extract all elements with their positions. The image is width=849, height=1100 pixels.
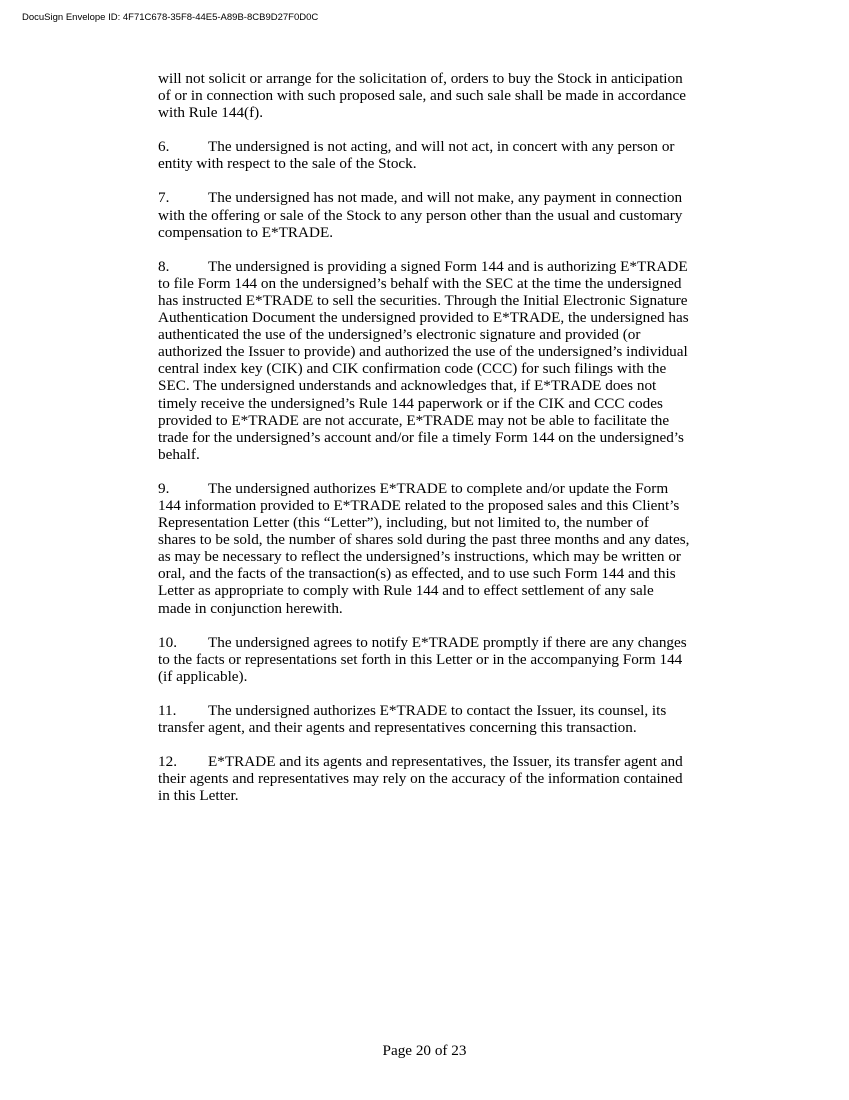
paragraph-text: The undersigned authorizes E*TRADE to complete and/or update the Form 144 information provided to E*TRADE related to the proposed sales and this Client’s Representation Letter (this “Letter”), including, but not limited to, the number of shares to be sold, the number of shares sold during the past three months and any dates, as may be necessary to reflect the undersigned’s instructions, which may be written or oral, and the facts of the transaction(s) as effected, and to use such Form 144 and this Letter as appropriate to comply with Rule 144 and to effect settlement of any sale made in conjunction herewith. bbox=[158, 479, 690, 617]
paragraph-number: 8. bbox=[158, 257, 170, 275]
paragraph-8 bbox=[158, 258, 690, 463]
paragraph-text: E*TRADE and its agents and representatives, the Issuer, its transfer agent and their agents and representatives may rely on the accuracy of the information contained in this Letter. bbox=[158, 753, 683, 805]
paragraph-number: 11. bbox=[158, 701, 177, 719]
paragraph-number: 7. bbox=[158, 189, 170, 207]
document-body bbox=[158, 70, 690, 821]
paragraph-6 bbox=[158, 138, 690, 172]
paragraph-12 bbox=[158, 753, 690, 804]
paragraph-text: The undersigned is providing a signed Form 144 and is authorizing E*TRADE to file Form 144 on the undersigned’s behalf with the SEC at the time the undersigned has instructed E*TRADE to sell the securities. Through the Initial Electronic Signature Authentication Document the undersigned provided to E*TRADE, the undersigned has authenticated the use of the undersigned’s electronic signature and provided (or authorized the Issuer to provide) and authorized the use of the undersigned’s individual central index key (CIK) and CIK confirmation code (CCC) for such filings with the SEC. The undersigned understands and acknowledges that, if E*TRADE does not timely receive the undersigned’s Rule 144 paperwork or if the CIK and CCC codes provided to E*TRADE are not accurate, E*TRADE may not be able to facilitate the trade for the undersigned’s account and/or file a timely Form 144 on the undersigned’s behalf. bbox=[158, 257, 689, 463]
docusign-envelope-id: DocuSign Envelope ID: 4F71C678-35F8-44E5-A89B-8CB9D27F0D0C bbox=[22, 12, 319, 23]
paragraph-7 bbox=[158, 189, 690, 240]
paragraph-text: The undersigned authorizes E*TRADE to contact the Issuer, its counsel, its transfer agent, and their agents and representatives concerning this transaction. bbox=[158, 701, 667, 736]
paragraph-text: The undersigned has not made, and will not make, any payment in connection with the offering or sale of the Stock to any person other than the usual and customary compensation to E*TRADE. bbox=[158, 189, 683, 241]
paragraph-number: 9. bbox=[158, 479, 170, 497]
paragraph-text: The undersigned agrees to notify E*TRADE promptly if there are any changes to the facts or representations set forth in this Letter or in the accompanying Form 144 (if applicable). bbox=[158, 633, 687, 685]
intro-paragraph: will not solicit or arrange for the solicitation of, orders to buy the Stock in anticipation of or in connection with such proposed sale, and such sale shall be made in accordance with Rule 144(f). bbox=[158, 70, 687, 122]
paragraph-9 bbox=[158, 480, 690, 617]
paragraph-10 bbox=[158, 634, 690, 685]
paragraph-number: 6. bbox=[158, 138, 170, 156]
paragraph-11 bbox=[158, 702, 690, 736]
paragraph-text: The undersigned is not acting, and will not act, in concert with any person or entity with respect to the sale of the Stock. bbox=[158, 138, 675, 173]
page-number: Page 20 of 23 bbox=[382, 1042, 467, 1059]
paragraph-number: 10. bbox=[158, 633, 177, 651]
paragraph-number: 12. bbox=[158, 753, 177, 771]
